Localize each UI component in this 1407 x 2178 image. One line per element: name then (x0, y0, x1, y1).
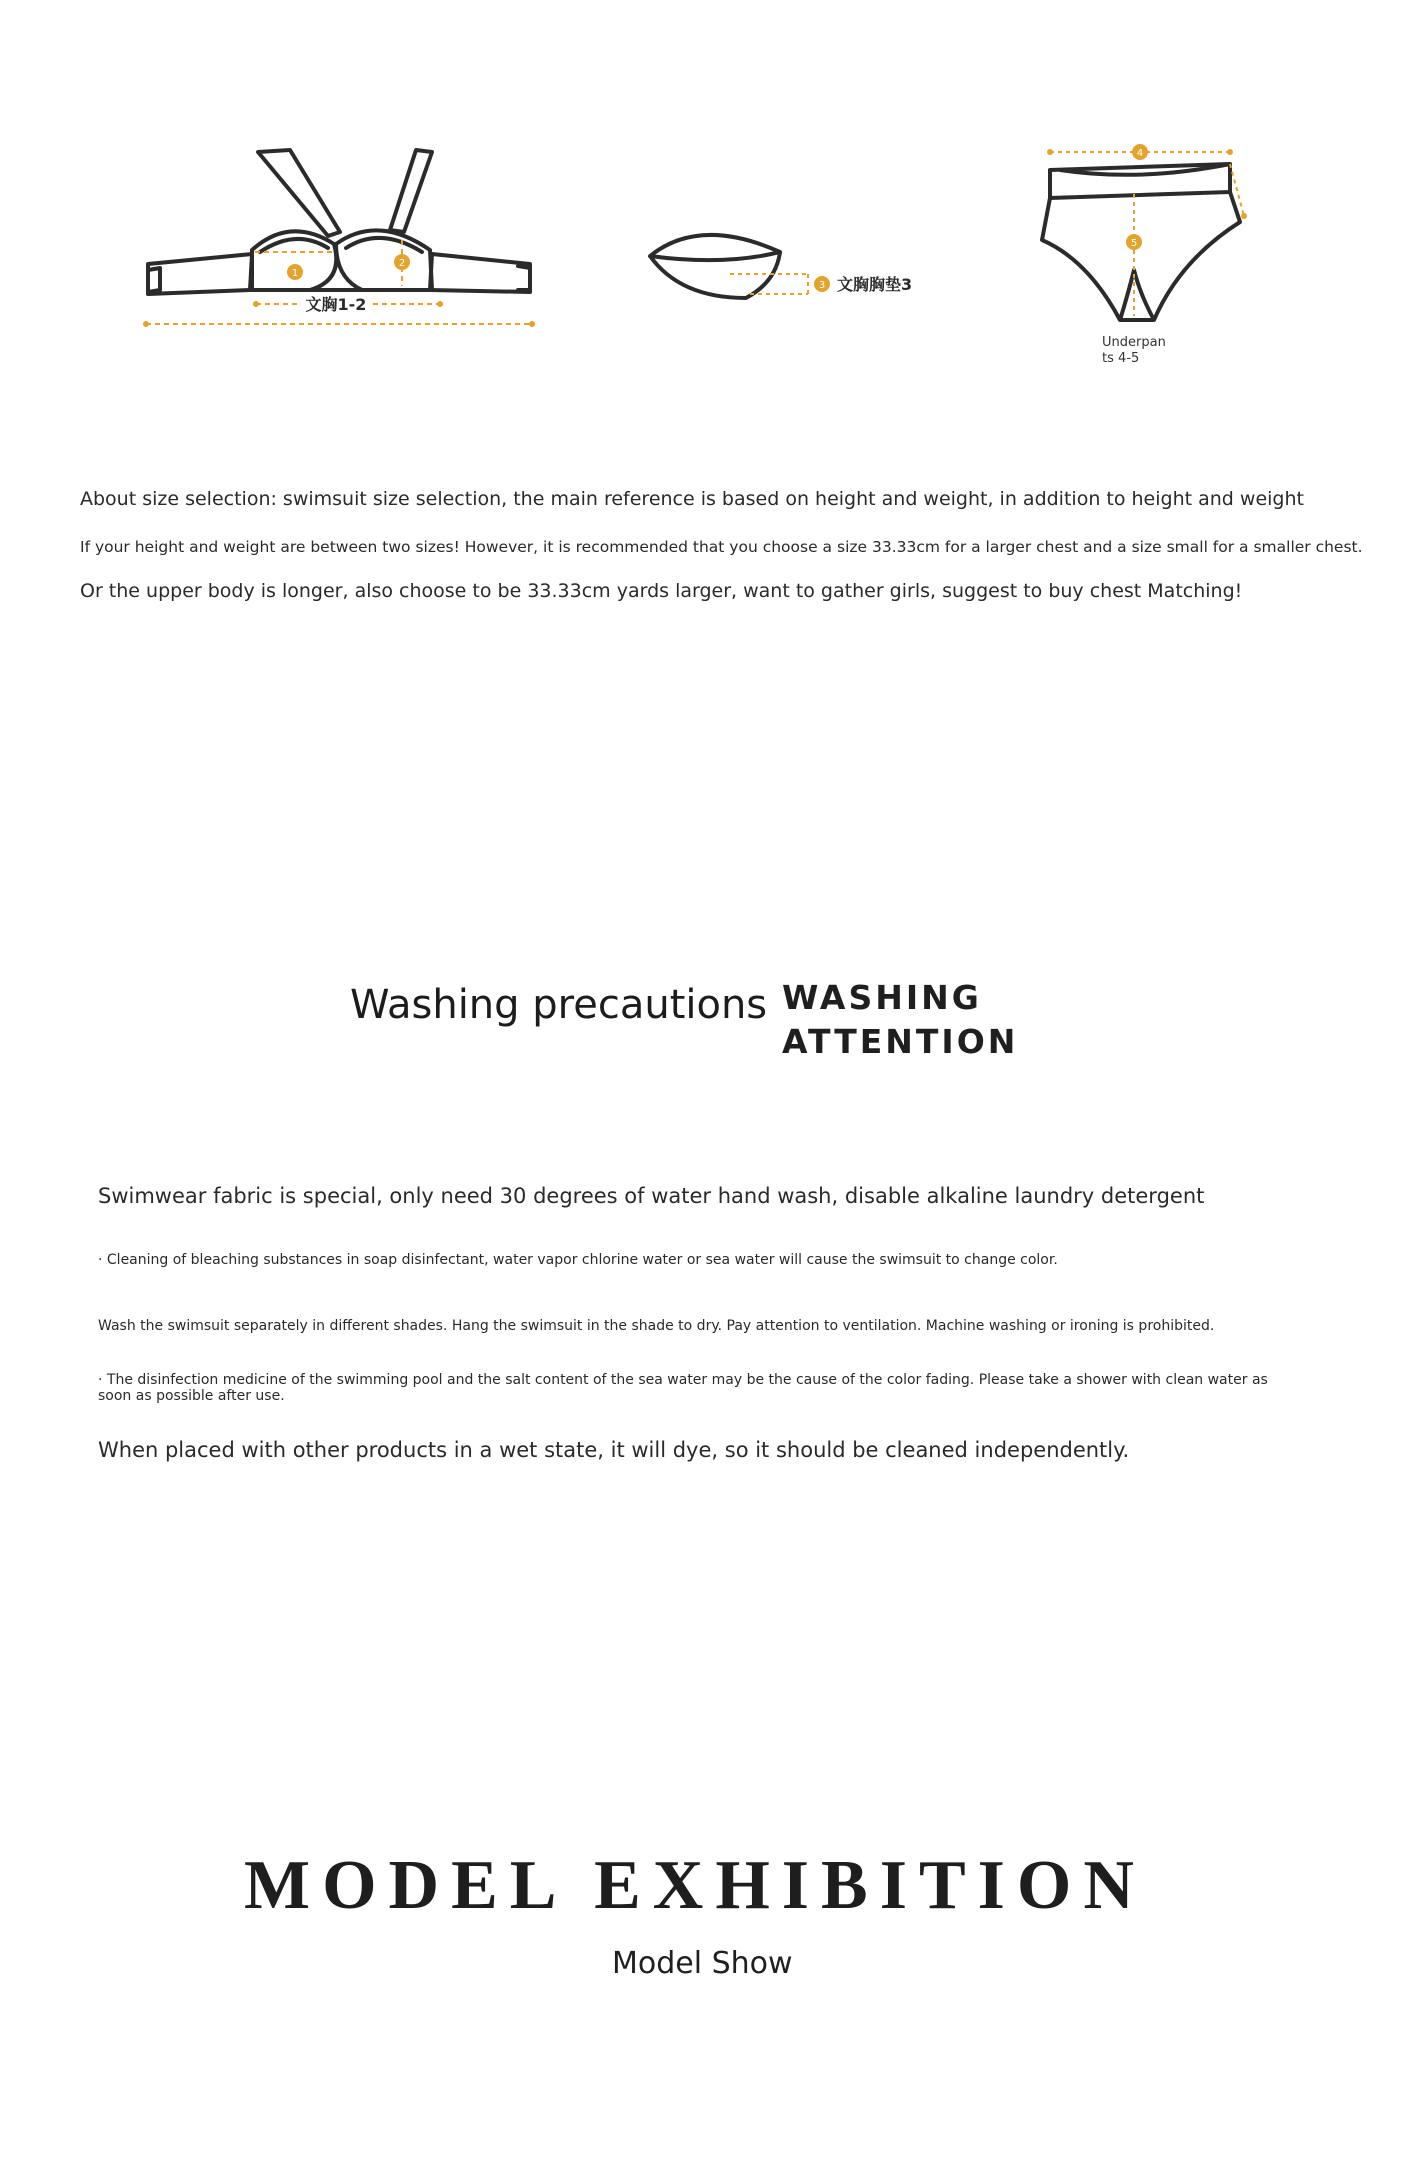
washing-line-5: When placed with other products in a wet state, it will dye, so it should be cleaned independently. (98, 1438, 1130, 1462)
washing-line-2: · Cleaning of bleaching substances in soap disinfectant, water vapor chlorine water or sea water will cause the swimsuit to change color. (98, 1252, 1058, 1268)
underpants-marker-4-label: 4 (1136, 148, 1144, 159)
washing-title-en-line-2: ATTENTION (782, 1022, 1019, 1061)
washing-line-3: Wash the swimsuit separately in different shades. Hang the swimsuit in the shade to dry. Pay attention to ventilation. Machine washing or ironing is prohibited. (98, 1318, 1215, 1334)
washing-title-en (782, 976, 1018, 1064)
pad-marker-label: 3 (818, 280, 826, 291)
pad-diagram (640, 220, 940, 320)
size-selection-line-2: If your height and weight are between two sizes! However, it is recommended that you choose a size 33.33cm for a larger chest and a size small for a smaller chest. (80, 538, 1363, 556)
model-exhibition-title: MODEL EXHIBITION (244, 1847, 1146, 1924)
bra-marker-1-label: 1 (291, 268, 299, 279)
underpants-label-line2: ts 4-5 (1102, 351, 1140, 366)
underpants-diagram (1030, 130, 1280, 370)
underpants-label-line1: Underpan (1102, 335, 1166, 350)
bra-diagram (140, 140, 540, 340)
underpants-marker-5-label: 5 (1130, 238, 1138, 249)
washing-title: Washing precautions (350, 982, 768, 1028)
washing-line-4: · The disinfection medicine of the swimming pool and the salt content of the sea water may be the cause of the color fading. Please take a shower with clean water as soon as possible after use. (98, 1372, 1268, 1404)
washing-line-1: Swimwear fabric is special, only need 30 degrees of water hand wash, disable alkaline laundry detergent (98, 1184, 1205, 1208)
washing-title-en-line-1: WASHING (782, 978, 982, 1017)
pad-measure-label: 文胸胸垫3 (837, 275, 913, 294)
bra-measure-label: 文胸1-2 (305, 295, 367, 314)
model-show-subtitle: Model Show (612, 1946, 793, 1981)
bra-marker-2-label: 2 (398, 258, 406, 269)
size-selection-line-1: About size selection: swimsuit size selection, the main reference is based on height and weight, in addition to height and weight (80, 488, 1304, 510)
size-selection-line-3: Or the upper body is longer, also choose to be 33.33cm yards larger, want to gather girls, suggest to buy chest Matching! (80, 580, 1243, 602)
